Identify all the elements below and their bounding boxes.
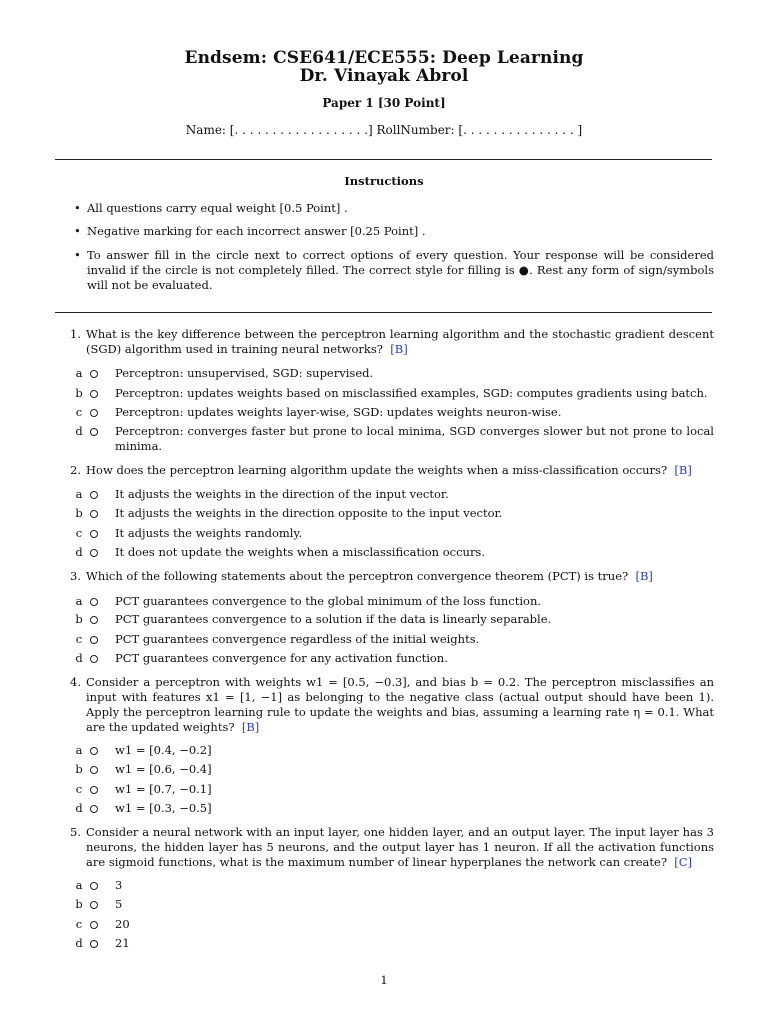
option-letter: b (75, 762, 83, 776)
instructions-heading: Instructions (344, 174, 424, 188)
option-letter: c (75, 917, 83, 931)
answer-circle-icon[interactable] (90, 390, 98, 398)
option-text: Perceptron: updates weights based on misclassified examples, SGD: computes gradients using batch. (115, 386, 708, 400)
bullet-icon: • (74, 248, 81, 262)
answer-circle-icon[interactable] (90, 530, 98, 538)
option-letter: a (75, 878, 83, 892)
question-text (86, 675, 714, 735)
instruction-text: Negative marking for each incorrect answer [0.25 Point] . (87, 224, 426, 238)
answer-circle-icon[interactable] (90, 549, 98, 557)
answer-key: [B] (674, 463, 692, 477)
question-body: What is the key difference between the perceptron learning algorithm and the stochastic gradient descent (SGD) algorithm used in training neural networks? (86, 327, 714, 356)
option-text: PCT guarantees convergence to the global minimum of the loss function. (115, 594, 542, 608)
option-letter: c (75, 632, 83, 646)
option-letter: d (75, 651, 83, 665)
option-4d[interactable] (74, 801, 714, 816)
option-text: 21 (115, 936, 130, 950)
answer-key: [B] (390, 342, 408, 356)
question-body: Consider a perceptron with weights w1 = [0.5, −0.3], and bias b = 0.2. The perceptron misclassifies an input with features x1 = [1, −1] as belonging to the negative class (actual output should have been 1). Apply the perceptron learning rule to update the weights and bias, assuming a learning rate η = 0.1. What are the updated weights? (86, 675, 714, 734)
option-text: Perceptron: updates weights layer-wise, SGD: updates weights neuron-wise. (115, 405, 562, 419)
option-3d[interactable] (74, 651, 714, 666)
answer-circle-icon[interactable] (90, 510, 98, 518)
option-letter: a (75, 594, 83, 608)
option-text: Perceptron: unsupervised, SGD: supervised. (115, 366, 374, 380)
option-5b[interactable] (74, 897, 714, 912)
answer-circle-icon[interactable] (90, 655, 98, 663)
option-text: PCT guarantees convergence for any activation function. (115, 651, 448, 665)
bullet-icon: • (74, 201, 81, 215)
question-number: 2. (70, 463, 81, 477)
answer-circle-icon[interactable] (90, 901, 98, 909)
question-body: Which of the following statements about the perceptron convergence theorem (PCT) is true? (86, 569, 629, 583)
option-letter: a (75, 487, 83, 501)
divider-bottom (55, 312, 712, 313)
question-text (86, 327, 714, 357)
answer-circle-icon[interactable] (90, 805, 98, 813)
answer-circle-icon[interactable] (90, 940, 98, 948)
question-number: 3. (70, 569, 81, 583)
question-text (86, 569, 714, 584)
option-letter: d (75, 545, 83, 559)
option-text: 20 (115, 917, 130, 931)
option-5c[interactable] (74, 917, 714, 932)
option-text: w1 = [0.3, −0.5] (115, 801, 212, 815)
option-letter: b (75, 897, 83, 911)
question-body: Consider a neural network with an input layer, one hidden layer, and an output layer. The input layer has 3 neurons, the hidden layer has 5 neurons, and the output layer has 1 neuron. If all the activation functions are sigmoid functions, what is the maximum number of linear hyperplanes the network can create? (86, 825, 714, 869)
option-1a[interactable] (74, 366, 714, 381)
option-3b[interactable] (74, 612, 714, 627)
instructor-name: Dr. Vinayak Abrol (299, 66, 469, 86)
answer-circle-icon[interactable] (90, 598, 98, 606)
question-body: How does the perceptron learning algorithm update the weights when a miss-classification occurs? (86, 463, 668, 477)
option-text: PCT guarantees convergence regardless of the initial weights. (115, 632, 480, 646)
question-number: 4. (70, 675, 81, 689)
question-number: 1. (70, 327, 81, 341)
answer-circle-icon[interactable] (90, 921, 98, 929)
answer-circle-icon[interactable] (90, 636, 98, 644)
option-2b[interactable] (74, 506, 714, 521)
answer-circle-icon[interactable] (90, 370, 98, 378)
paper-label: Paper 1 [30 Point] (322, 96, 446, 110)
option-letter: c (75, 526, 83, 540)
option-letter: b (75, 506, 83, 520)
option-text: w1 = [0.7, −0.1] (115, 782, 212, 796)
answer-circle-icon[interactable] (90, 409, 98, 417)
option-text: It adjusts the weights in the direction of the input vector. (115, 487, 449, 501)
option-letter: d (75, 424, 83, 438)
option-letter: c (75, 782, 83, 796)
option-1c[interactable] (74, 405, 714, 420)
question-text (86, 463, 714, 478)
bullet-icon: • (74, 224, 81, 238)
option-text: It adjusts the weights in the direction opposite to the input vector. (115, 506, 503, 520)
answer-circle-icon[interactable] (90, 766, 98, 774)
option-letter: b (75, 612, 83, 626)
option-text: w1 = [0.6, −0.4] (115, 762, 212, 776)
option-text: 3 (115, 878, 123, 892)
option-2d[interactable] (74, 545, 714, 560)
option-text: Perceptron: converges faster but prone to local minima, SGD converges slower but not prone to local minima. (115, 424, 714, 453)
option-text: It adjusts the weights randomly. (115, 526, 303, 540)
option-4c[interactable] (74, 782, 714, 797)
option-text: w1 = [0.4, −0.2] (115, 743, 212, 757)
option-2c[interactable] (74, 526, 714, 541)
answer-key: [B] (241, 720, 260, 734)
instruction-text: To answer fill in the circle next to correct options of every question. Your response will be considered invalid if the circle is not completely filled. The correct style for filling is ●. Rest any form of sign/symbols will not be evaluated. (87, 248, 714, 292)
option-4b[interactable] (74, 762, 714, 777)
option-3a[interactable] (74, 594, 714, 609)
option-5a[interactable] (74, 878, 714, 893)
answer-circle-icon[interactable] (90, 786, 98, 794)
page-number: 1 (380, 973, 388, 987)
option-letter: a (75, 366, 83, 380)
answer-circle-icon[interactable] (90, 491, 98, 499)
exam-title: Endsem: CSE641/ECE555: Deep Learning (184, 48, 584, 68)
option-letter: d (75, 936, 83, 950)
answer-circle-icon[interactable] (90, 882, 98, 890)
option-text: It does not update the weights when a misclassification occurs. (115, 545, 485, 559)
option-2a[interactable] (74, 487, 714, 502)
option-1d[interactable] (74, 424, 714, 453)
option-letter: c (75, 405, 83, 419)
option-letter: b (75, 386, 83, 400)
answer-key: [B] (635, 569, 653, 583)
question-number: 5. (70, 825, 81, 839)
name-roll-field: Name: [. . . . . . . . . . . . . . . . . .] RollNumber: [. . . . . . . . . . . . . . . ] (185, 123, 583, 137)
answer-circle-icon[interactable] (90, 616, 98, 624)
option-letter: a (75, 743, 83, 757)
answer-circle-icon[interactable] (90, 747, 98, 755)
answer-key: [C] (674, 855, 693, 869)
option-text: PCT guarantees convergence to a solution if the data is linearly separable. (115, 612, 552, 626)
divider-top (55, 159, 712, 160)
option-1b[interactable] (74, 386, 714, 401)
question-text (86, 825, 714, 870)
option-4a[interactable] (74, 743, 714, 758)
option-letter: d (75, 801, 83, 815)
option-text: 5 (115, 897, 123, 911)
answer-circle-icon[interactable] (90, 428, 98, 436)
instruction-text: All questions carry equal weight [0.5 Point] . (87, 201, 348, 215)
option-3c[interactable] (74, 632, 714, 647)
option-5d[interactable] (74, 936, 714, 951)
